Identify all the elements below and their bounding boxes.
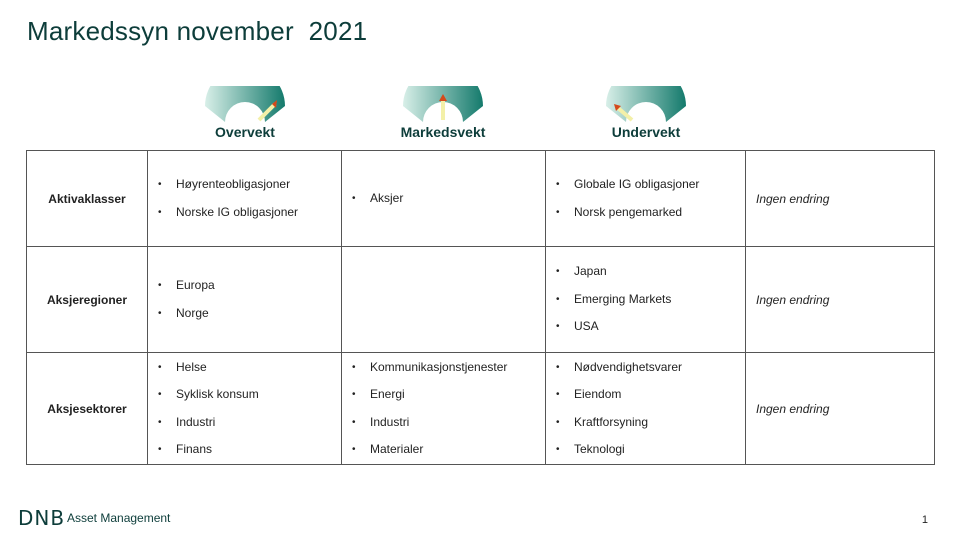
table-row	[27, 247, 935, 353]
list-item: • Aksjer	[352, 185, 545, 213]
list-item: • Teknologi	[556, 436, 745, 464]
undervekt-cell	[546, 247, 746, 353]
footer-text: Asset Management	[67, 511, 171, 525]
gauge-overvekt	[175, 86, 315, 140]
gauge-label: Overvekt	[215, 124, 275, 140]
list-item: • Helse	[158, 354, 341, 382]
gauge-overweight-icon	[203, 86, 287, 122]
note-cell	[746, 353, 935, 465]
markedsvekt-cell	[342, 353, 546, 465]
list-item: • USA	[556, 313, 745, 341]
note-cell	[746, 247, 935, 353]
gauge-undervekt	[576, 86, 716, 140]
list-item: • Norge	[158, 300, 341, 328]
note-cell	[746, 151, 935, 247]
gauge-markedsvekt	[373, 86, 513, 140]
change-note: Ingen endring	[756, 401, 830, 416]
list-item: • Norske IG obligasjoner	[158, 199, 341, 227]
list-item: • Emerging Markets	[556, 286, 745, 314]
list-item: • Globale IG obligasjoner	[556, 171, 745, 199]
row-header: Aktivaklasser	[27, 151, 148, 247]
table-row	[27, 151, 935, 247]
gauge-label: Undervekt	[611, 124, 681, 140]
gauge-label: Markedsvekt	[400, 124, 486, 140]
row-header: Aksjesektorer	[27, 353, 148, 465]
undervekt-cell	[546, 353, 746, 465]
list-item: • Industri	[352, 409, 545, 437]
list-item: • Eiendom	[556, 381, 745, 409]
list-item: • Japan	[556, 258, 745, 286]
list-item: • Norsk pengemarked	[556, 199, 745, 227]
list-item: • Europa	[158, 272, 341, 300]
list-item: • Høyrenteobligasjoner	[158, 171, 341, 199]
gauge-neutral-icon	[401, 86, 485, 122]
markedsvekt-cell	[342, 151, 546, 247]
list-item: • Kraftforsyning	[556, 409, 745, 437]
overvekt-cell	[148, 151, 342, 247]
change-note: Ingen endring	[756, 191, 830, 206]
overvekt-cell	[148, 353, 342, 465]
page-number: 1	[921, 514, 928, 526]
market-view-table	[26, 150, 935, 465]
row-header: Aksjeregioner	[27, 247, 148, 353]
list-item: • Finans	[158, 436, 341, 464]
overvekt-cell	[148, 247, 342, 353]
page-title: Markedssyn november 2021	[27, 16, 368, 46]
list-item: • Kommunikasjonstjenester	[352, 354, 545, 382]
list-item: • Energi	[352, 381, 545, 409]
markedsvekt-cell	[342, 247, 546, 353]
list-item: • Nødvendighetsvarer	[556, 354, 745, 382]
change-note: Ingen endring	[756, 292, 830, 307]
list-item: • Syklisk konsum	[158, 381, 341, 409]
gauge-underweight-icon	[604, 86, 688, 122]
table-row	[27, 353, 935, 465]
list-item: • Industri	[158, 409, 341, 437]
dnb-logo: DNB	[18, 506, 66, 530]
undervekt-cell	[546, 151, 746, 247]
list-item: • Materialer	[352, 436, 545, 464]
